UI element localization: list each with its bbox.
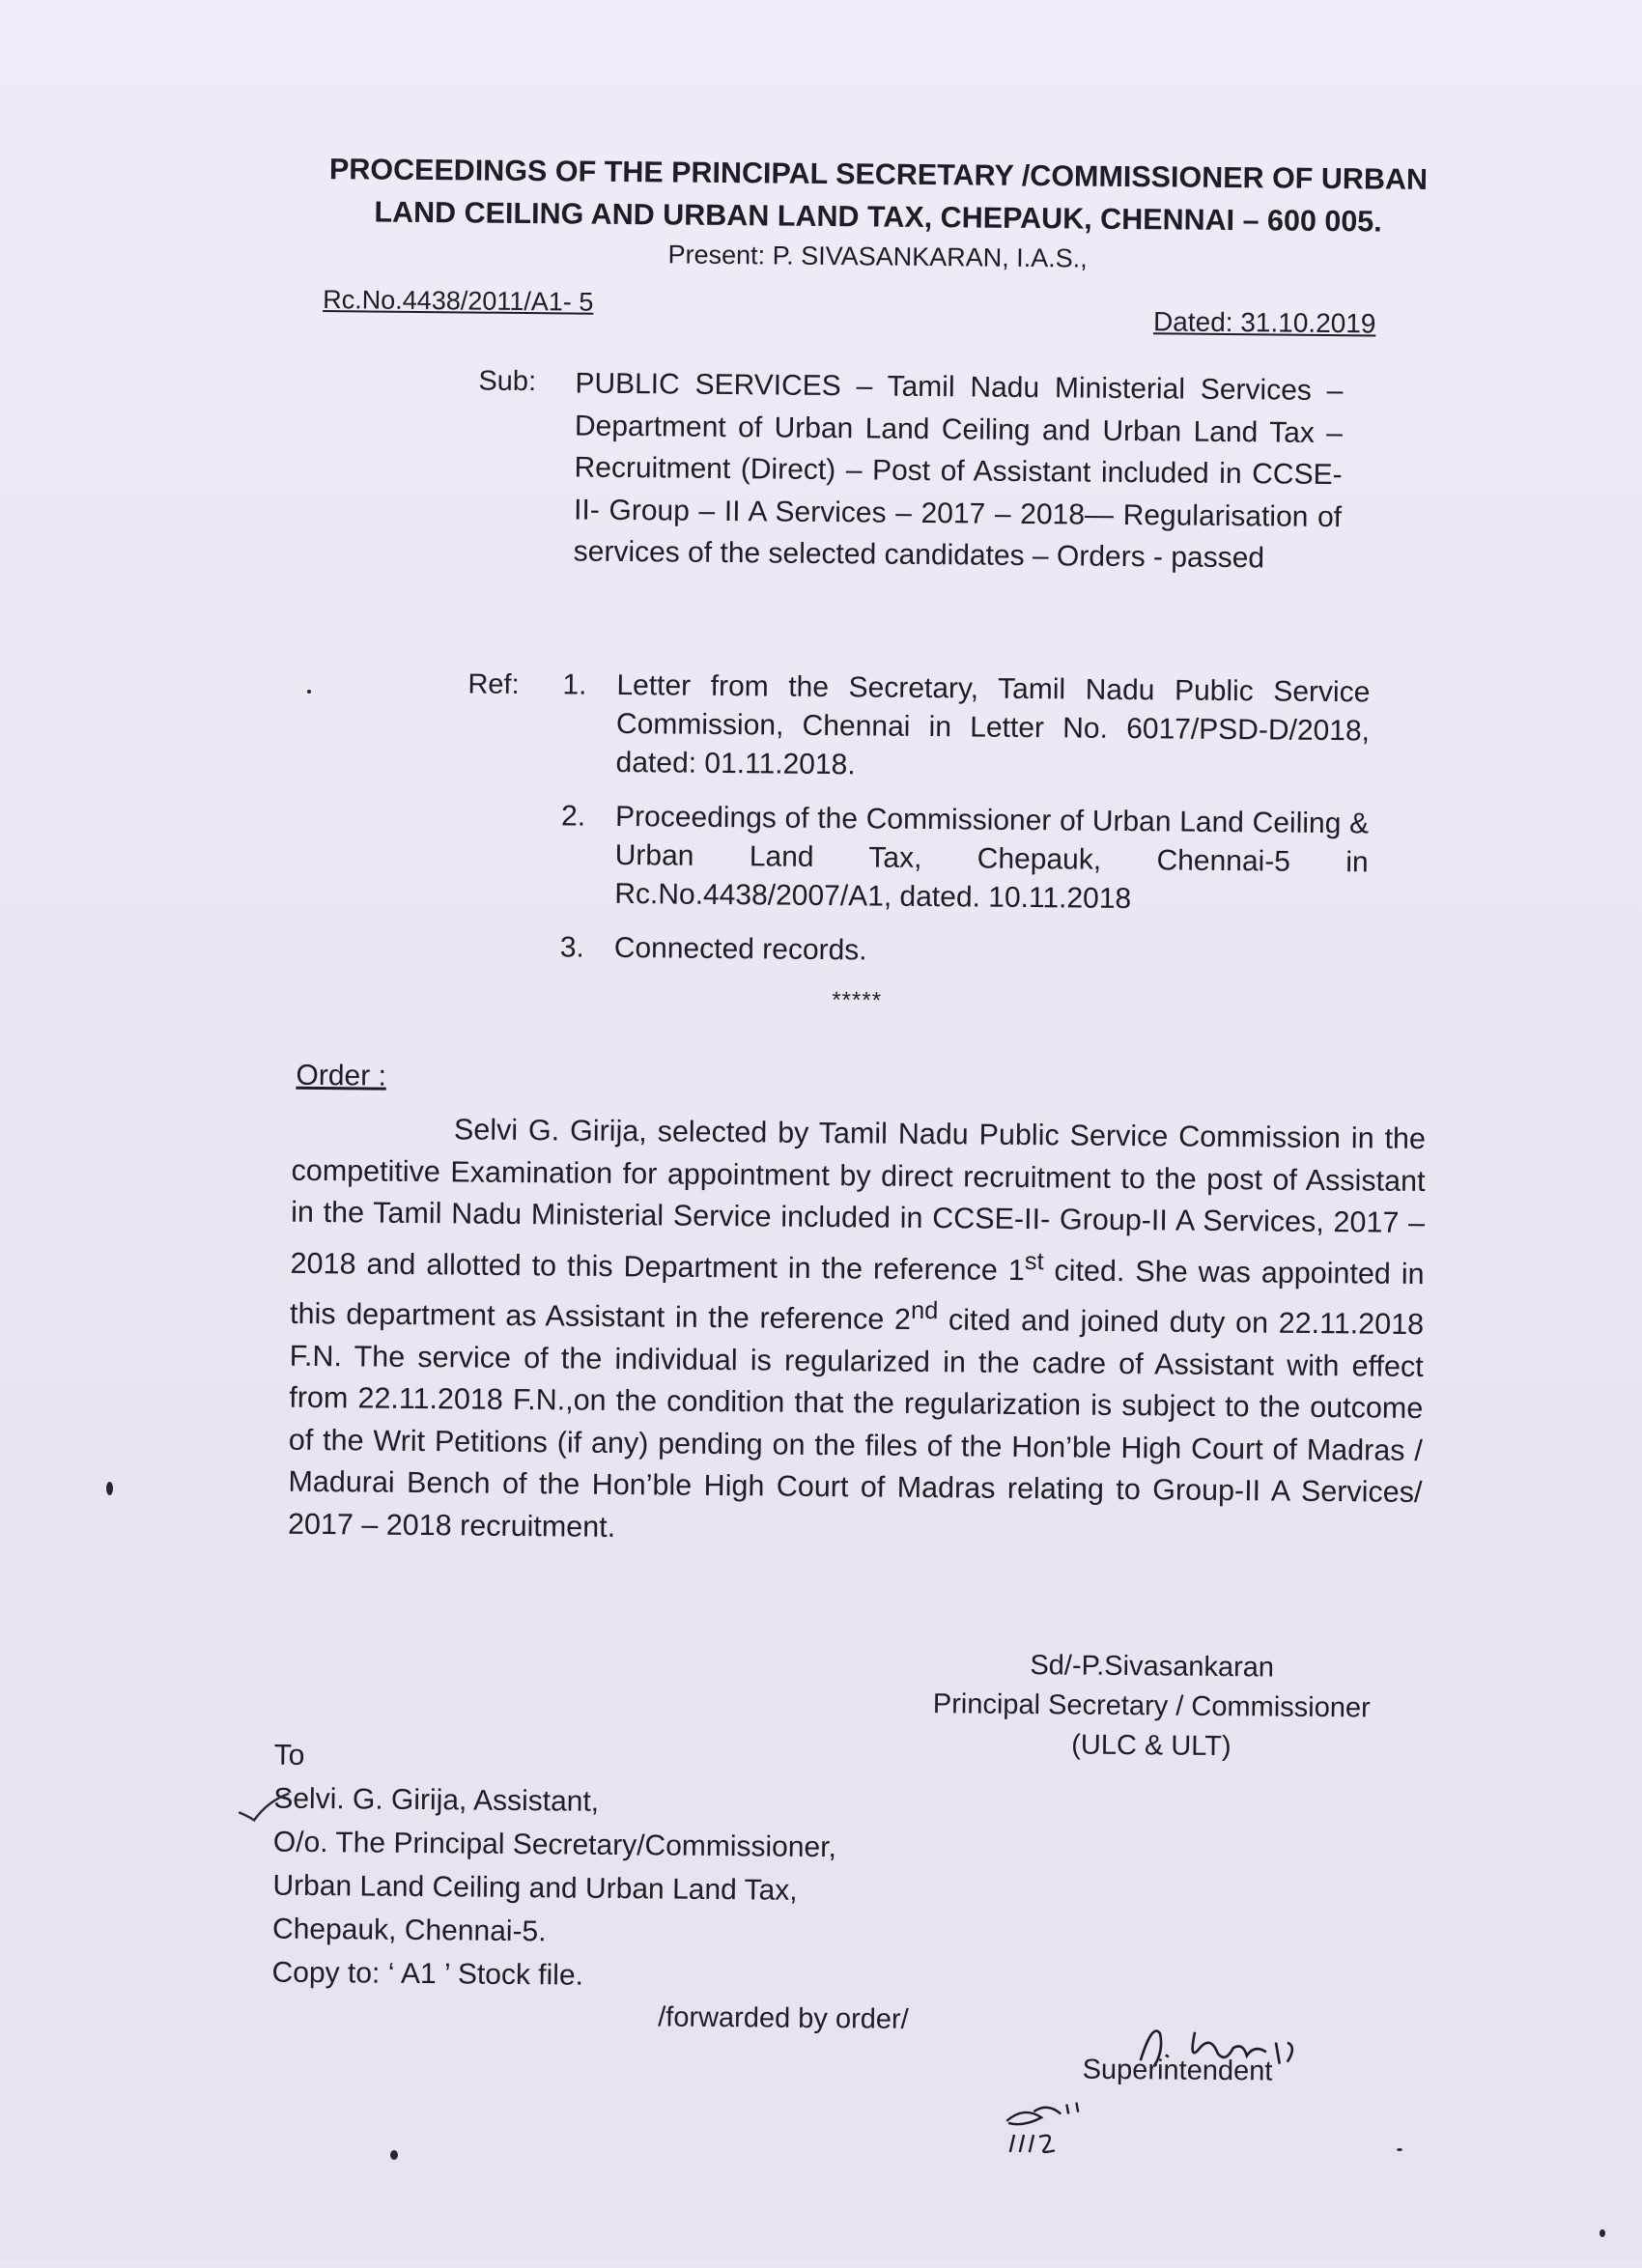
- reference-number: Rc.No.4438/2011/A1- 5: [323, 285, 594, 317]
- scan-speck: [307, 690, 311, 694]
- superscript-nd: nd: [910, 1297, 939, 1325]
- present-line: Present: P. SIVASANKARAN, I.A.S.,: [667, 240, 1088, 273]
- reference-text-3: Connected records.: [613, 931, 867, 967]
- recipient-block: [271, 1734, 837, 2000]
- order-text-part-1: Selvi G. Girija, selected by Tamil Nadu Public Service Commission in the competitive Examination for appointment by direct recruitment to the post of Assistant in the Tamil Nadu Ministerial Service included in CCSE-II- Group-II A Services, 2017 – 2018 and allotted to this Department in the reference 1: [290, 1113, 1427, 1287]
- recipient-line-1: Selvi. G. Girija, Assistant,: [273, 1782, 600, 1818]
- scan-speck: [1397, 2148, 1402, 2151]
- title-line-1: PROCEEDINGS OF THE PRINCIPAL SECRETARY /COMMISSIONER OF URBAN: [328, 153, 1429, 196]
- recipient-line-4: Chepauk, Chennai-5.: [271, 1913, 547, 1948]
- order-paragraph: [288, 1108, 1426, 1557]
- reference-label: Ref:: [467, 668, 520, 700]
- reference-number-3: 3.: [559, 931, 584, 964]
- reference-text-2: Proceedings of the Commissioner of Urban Land Ceiling & Urban Land Tax, Chepauk, Chennai-5 in Rc.No.4438/2007/A1, dated. 10.11.2018: [614, 800, 1370, 916]
- scan-speck: [1600, 2229, 1605, 2237]
- to-label: To: [273, 1739, 305, 1772]
- reference-number-1: 1.: [562, 668, 587, 701]
- proceedings-title: [298, 148, 1458, 244]
- forwarded-by-order: /forwarded by order/: [658, 2001, 909, 2035]
- title-line-2: LAND CEILING AND URBAN LAND TAX, CHEPAUK, CHENNAI – 600 005.: [374, 195, 1382, 239]
- superintendent-label: Superintendent: [1082, 2054, 1273, 2087]
- order-text-part-2: cited. She was appointed in this department as Assistant in the reference 2: [289, 1253, 1425, 1337]
- handwritten-initials-date: [995, 2088, 1131, 2176]
- signature-block: [881, 1645, 1423, 1769]
- superscript-st: st: [1024, 1247, 1044, 1275]
- signatory-name: Sd/-P.Sivasankaran: [1030, 1650, 1275, 1684]
- reference-text-1: Letter from the Secretary, Tamil Nadu Public Service Commission, Chennai in Letter No. 6017/PSD-D/2018, dated: 01.11.2018.: [615, 668, 1371, 781]
- reference-item: [560, 797, 1369, 921]
- subject-label: Sub:: [478, 365, 537, 398]
- handwritten-signature: [1102, 2012, 1335, 2082]
- signatory-office: (ULC & ULT): [1071, 1729, 1232, 1763]
- scan-speck: [106, 1482, 113, 1495]
- handwritten-tick-mark: [235, 1787, 293, 1827]
- reference-number-2: 2.: [560, 800, 586, 833]
- recipient-line-3: Urban Land Ceiling and Urban Land Tax,: [272, 1869, 798, 1907]
- recipient-line-2: O/o. The Principal Secretary/Commissioner,: [272, 1826, 837, 1864]
- subject-text: PUBLIC SERVICES – Tamil Nadu Ministerial Services – Department of Urban Land Ceiling and Urban Land Tax – Recruitment (Direct) – Post of Assistant included in CCSE-II- Group – II A Services – 2017 – 2018— Regularisation of services of the selected candidates – Orders - passed: [573, 367, 1344, 575]
- reference-list: [559, 666, 1370, 990]
- reference-item: [561, 666, 1370, 789]
- dated-line: Dated: 31.10.2019: [1152, 306, 1376, 339]
- order-text-part-3: cited and joined duty on 22.11.2018 F.N. The service of the individual is regularized in the cadre of Assistant with effect from 22.11.2018 F.N.,on the condition that the regularization is subject to the outcome of the Writ Petitions (if any) pending on the files of the Hon’ble High Court of Madras / Madurai Bench of the Hon’ble High Court of Madras relating to Group-II A Services/ 2017 – 2018 recruitment.: [287, 1303, 1425, 1544]
- copy-to-line: Copy to: ‘ A1 ’ Stock file.: [271, 1956, 584, 1992]
- reference-item: [560, 928, 1368, 975]
- separator-stars: *****: [832, 987, 883, 1014]
- scan-speck: [390, 2150, 398, 2160]
- signatory-title: Principal Secretary / Commissioner: [932, 1688, 1371, 1724]
- order-heading: Order :: [296, 1059, 387, 1092]
